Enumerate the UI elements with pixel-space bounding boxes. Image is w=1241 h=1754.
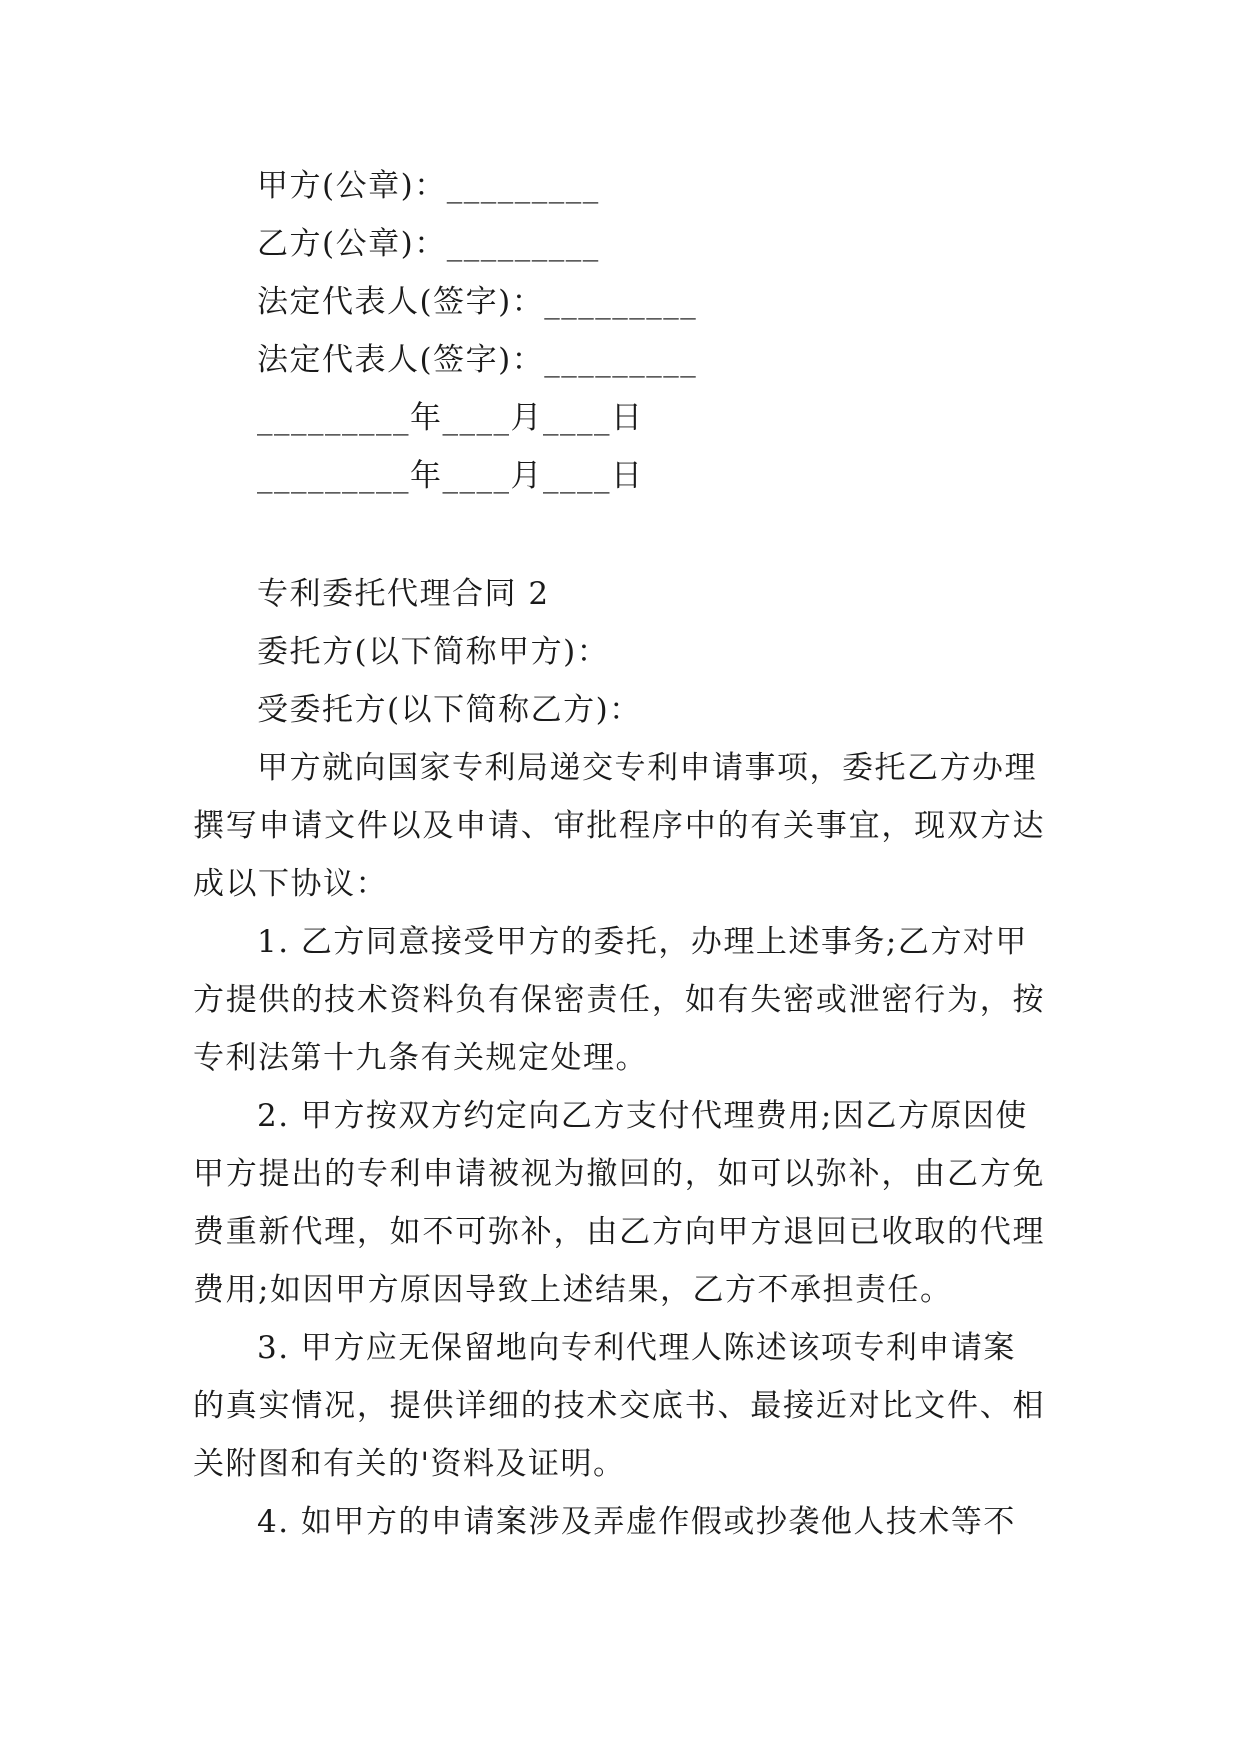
clause-3-line: 关附图和有关的'资料及证明。 [193, 1446, 626, 1482]
date-b-line: _________年____月____日 [257, 458, 644, 494]
clause-3-line: 的真实情况，提供详细的技术交底书、最接近对比文件、相 [193, 1388, 1045, 1424]
clause-1-line: 专利法第十九条有关规定处理。 [193, 1040, 648, 1076]
clause-2-line: 2. 甲方按双方约定向乙方支付代理费用;因乙方原因使 [257, 1098, 1028, 1134]
agent-line: 受委托方(以下简称乙方)： [257, 692, 642, 728]
preamble-line: 成以下协议： [193, 866, 388, 902]
clause-2-line: 费用;如因甲方原因导致上述结果，乙方不承担责任。 [193, 1272, 953, 1308]
legal-rep-b-line: 法定代表人(签字)：_________ [257, 342, 698, 378]
clause-3-line: 3. 甲方应无保留地向专利代理人陈述该项专利申请案 [257, 1330, 1016, 1366]
party-a-seal-line: 甲方(公章)：_________ [257, 168, 600, 204]
clause-2-line: 费重新代理，如不可弥补，由乙方向甲方退回已收取的代理 [193, 1214, 1045, 1250]
principal-line: 委托方(以下简称甲方)： [257, 634, 610, 670]
legal-rep-a-line: 法定代表人(签字)：_________ [257, 284, 698, 320]
preamble-line: 撰写申请文件以及申请、审批程序中的有关事宜，现双方达 [193, 808, 1045, 844]
date-a-line: _________年____月____日 [257, 400, 644, 436]
clause-1-line: 1. 乙方同意接受甲方的委托，办理上述事务;乙方对甲 [257, 924, 1028, 960]
contract-title: 专利委托代理合同 2 [257, 576, 550, 612]
party-b-seal-line: 乙方(公章)：_________ [257, 226, 600, 262]
clause-2-line: 甲方提出的专利申请被视为撤回的，如可以弥补，由乙方免 [193, 1156, 1045, 1192]
clause-4-line: 4. 如甲方的申请案涉及弄虚作假或抄袭他人技术等不 [257, 1504, 1016, 1540]
clause-1-line: 方提供的技术资料负有保密责任，如有失密或泄密行为，按 [193, 982, 1045, 1018]
preamble-line: 甲方就向国家专利局递交专利申请事项，委托乙方办理 [257, 750, 1037, 786]
